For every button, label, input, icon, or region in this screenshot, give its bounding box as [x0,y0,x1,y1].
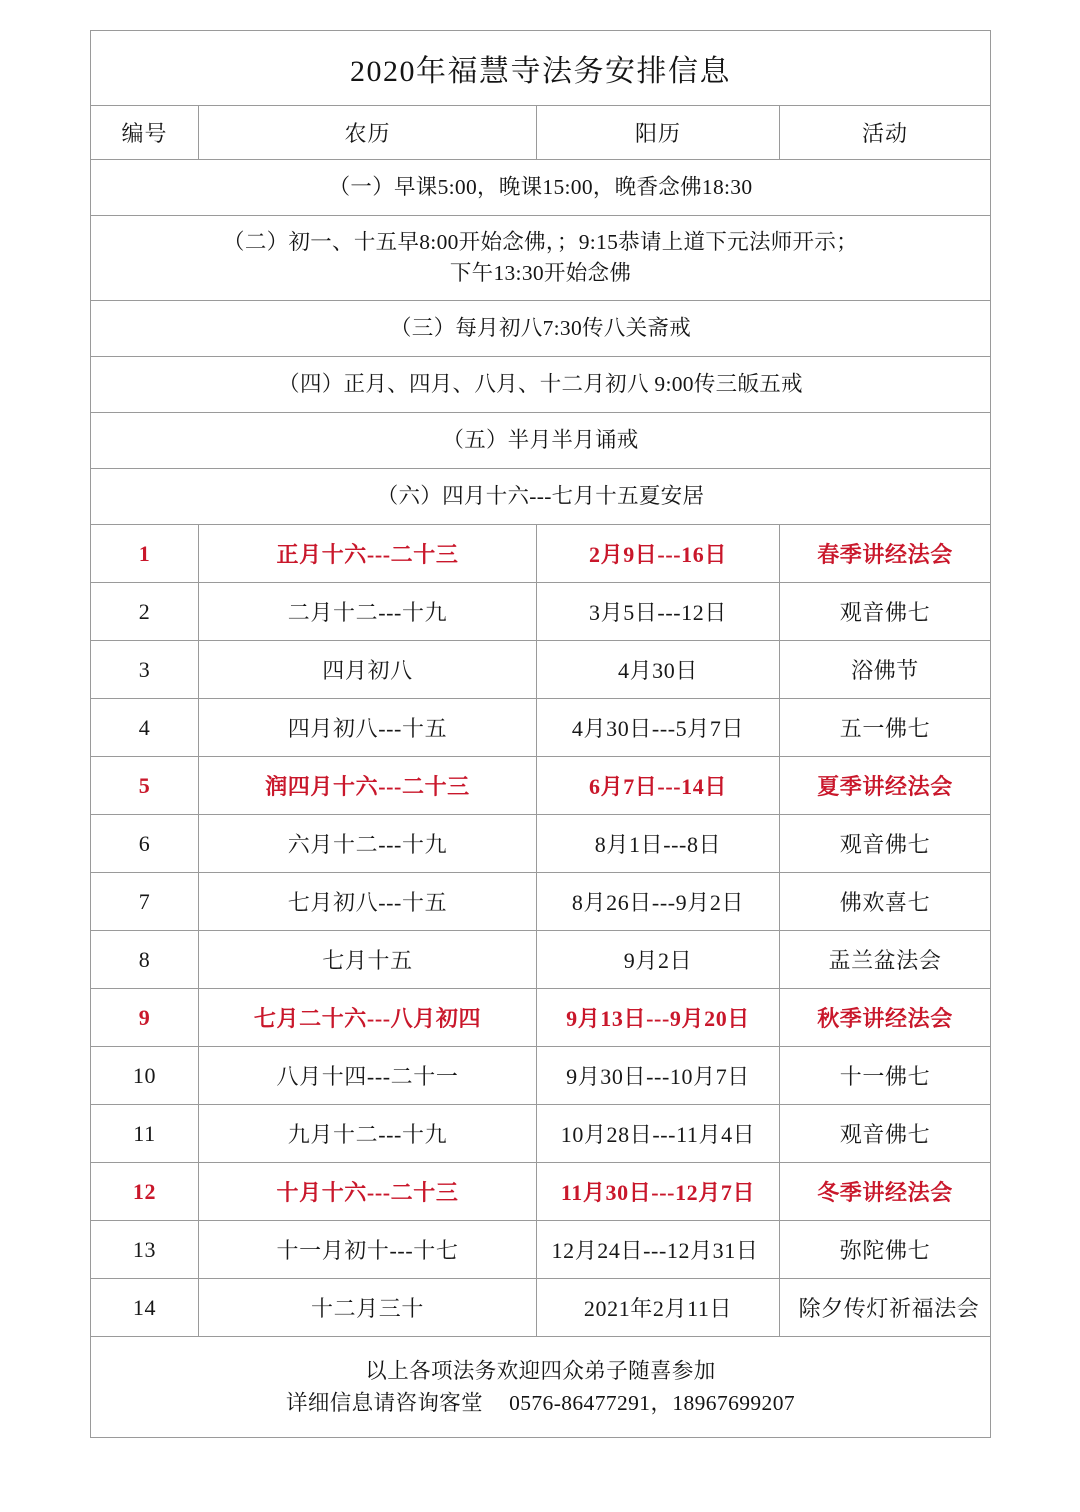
cell-no-text: 9 [138,1004,151,1030]
cell-no [91,1047,199,1105]
footer-row [91,1337,991,1438]
cell-no [91,757,199,815]
cell-solar [537,583,780,641]
cell-event [780,815,991,873]
cell-no [91,1163,199,1221]
column-header-no [91,106,199,160]
notice-text-5 [95,425,986,456]
cell-lunar [199,1163,537,1221]
cell-no-text: 5 [138,772,151,798]
cell-solar-text: 2月9日---16日 [589,542,727,567]
notice-line-1-1: （一）早课5:00，晚课15:00，晚香念佛18:30 [328,175,753,200]
cell-solar-text: 6月7日---14日 [589,774,727,799]
cell-lunar-text: 润四月十六---二十三 [265,774,470,799]
cell-event [780,583,991,641]
cell-solar [537,1105,780,1163]
cell-solar [537,1221,780,1279]
cell-lunar-text: 十月十六---二十三 [276,1180,459,1205]
column-header-solar-label: 阳历 [634,121,681,146]
cell-no [91,525,199,583]
notice-line-3-1: （三）每月初八7:30传八关斋戒 [389,316,692,341]
cell-event-text: 除夕传灯祈福法会 [798,1296,980,1321]
table-row [91,641,991,699]
cell-event-text: 浴佛节 [851,658,919,683]
cell-no-text: 8 [138,946,151,972]
cell-event [780,1047,991,1105]
cell-lunar [199,1105,537,1163]
cell-event [780,757,991,815]
notice-text-6 [95,481,986,512]
column-header-lunar [199,106,537,160]
table-row [91,757,991,815]
cell-event-text: 观音佛七 [839,832,931,857]
cell-solar-text: 12月24日---12月31日 [551,1238,759,1263]
cell-no-text: 4 [138,714,151,740]
notice-cell-6 [91,469,991,525]
cell-event [780,641,991,699]
page-title: 2020年福慧寺法务安排信息 [350,55,731,88]
notice-text-1 [95,172,986,203]
cell-lunar [199,815,537,873]
schedule-table-body [91,31,991,1438]
cell-event-text: 秋季讲经法会 [817,1006,953,1031]
schedule-table [90,30,991,1438]
cell-no-text: 11 [133,1120,156,1146]
cell-lunar [199,1279,537,1337]
cell-no-text: 14 [132,1294,157,1320]
cell-no-text: 3 [138,656,151,682]
table-row [91,583,991,641]
cell-no [91,583,199,641]
footer-line-2 [95,1387,986,1419]
cell-no [91,873,199,931]
footer-phone-landline[interactable]: 0576-86477291， [509,1391,673,1415]
cell-event-text: 冬季讲经法会 [817,1180,953,1205]
cell-lunar-text: 四月初八---十五 [287,716,448,741]
table-row [91,1163,991,1221]
cell-solar [537,1047,780,1105]
cell-event-text: 春季讲经法会 [817,542,953,567]
page-title-cell [91,31,991,106]
table-row [91,989,991,1047]
cell-event [780,1279,991,1337]
cell-solar-text: 9月30日---10月7日 [566,1064,750,1089]
cell-event [780,1221,991,1279]
notice-text-3 [95,313,986,344]
cell-event-text: 观音佛七 [839,600,931,625]
table-row [91,1047,991,1105]
column-header-row [91,106,991,160]
notice-row [91,216,991,301]
cell-solar [537,815,780,873]
cell-lunar [199,757,537,815]
cell-lunar-text: 二月十二---十九 [287,600,448,625]
cell-event [780,989,991,1047]
cell-solar-text: 9月13日---9月20日 [566,1006,750,1031]
cell-event [780,525,991,583]
cell-no [91,1279,199,1337]
cell-lunar-text: 十一月初十---十七 [276,1238,459,1263]
cell-solar-text: 2021年2月11日 [583,1296,733,1321]
cell-event-text: 盂兰盆法会 [828,948,942,973]
notice-cell-3 [91,301,991,357]
cell-no-text: 1 [138,540,151,566]
cell-lunar [199,873,537,931]
cell-lunar-text: 七月初八---十五 [287,890,448,915]
cell-lunar [199,1047,537,1105]
footer-phone-mobile[interactable]: 18967699207 [672,1391,796,1415]
cell-lunar-text: 四月初八 [322,658,413,683]
table-row [91,525,991,583]
cell-no [91,931,199,989]
notice-row [91,301,991,357]
cell-lunar [199,931,537,989]
cell-event-text: 五一佛七 [839,716,931,741]
footer-line-1: 以上各项法务欢迎四众弟子随喜参加 [365,1358,716,1383]
cell-solar-text: 4月30日---5月7日 [571,716,745,741]
cell-solar-text: 9月2日 [623,948,693,973]
cell-solar [537,873,780,931]
footer-contact-label: 详细信息请咨询客堂 [285,1391,484,1415]
table-row [91,1105,991,1163]
cell-solar-text: 3月5日---12日 [589,600,727,625]
cell-solar [537,989,780,1047]
notice-line-4-1: （四）正月、四月、八月、十二月初八 9:00传三皈五戒 [278,372,803,397]
cell-no-text: 6 [138,830,151,856]
notice-cell-4 [91,357,991,413]
notice-line-2-1: （二）初一、十五早8:00开始念佛，；9:15恭请上道下元法师开示； [223,230,858,255]
column-header-solar [537,106,780,160]
cell-no [91,815,199,873]
cell-event [780,1163,991,1221]
cell-solar [537,641,780,699]
notice-row [91,413,991,469]
footer-cell [91,1337,991,1438]
cell-solar-text: 8月1日---8日 [594,832,722,857]
cell-lunar [199,989,537,1047]
cell-no [91,699,199,757]
notice-row [91,160,991,216]
cell-event-text: 佛欢喜七 [839,890,931,915]
cell-lunar-text: 十二月三十 [310,1296,424,1321]
table-row [91,1279,991,1337]
notice-cell-5 [91,413,991,469]
column-header-no-label: 编号 [121,121,168,146]
cell-event-text: 弥陀佛七 [839,1238,931,1263]
cell-event-text: 观音佛七 [839,1122,931,1147]
cell-no [91,641,199,699]
cell-no-text: 12 [132,1178,157,1204]
cell-lunar-text: 六月十二---十九 [287,832,448,857]
cell-event-text: 十一佛七 [839,1064,931,1089]
table-row [91,815,991,873]
notice-line-5-1: （五）半月半月诵戒 [442,428,639,453]
cell-no-text: 10 [132,1062,157,1088]
column-header-event-label: 活动 [861,121,908,146]
cell-solar-text: 4月30日 [617,658,698,683]
title-row [91,31,991,106]
cell-solar [537,1279,780,1337]
cell-event [780,699,991,757]
notice-text-4 [95,369,986,400]
table-row [91,873,991,931]
cell-solar [537,699,780,757]
cell-no [91,989,199,1047]
table-row [91,1221,991,1279]
cell-lunar [199,699,537,757]
cell-solar [537,525,780,583]
notice-line-6-1: （六）四月十六---七月十五夏安居 [376,484,705,509]
cell-no-text: 7 [138,888,151,914]
cell-event [780,873,991,931]
cell-no [91,1105,199,1163]
notice-cell-2 [91,216,991,301]
footer-text [95,1355,986,1420]
cell-event-text: 夏季讲经法会 [817,774,953,799]
cell-no [91,1221,199,1279]
cell-lunar-text: 七月二十六---八月初四 [253,1006,482,1031]
cell-solar-text: 10月28日---11月4日 [560,1122,756,1147]
notice-text-2 [95,227,986,288]
notice-row [91,357,991,413]
cell-lunar-text: 七月十五 [322,948,413,973]
cell-solar [537,931,780,989]
notice-cell-1 [91,160,991,216]
column-header-lunar-label: 农历 [344,121,391,146]
cell-lunar-text: 八月十四---二十一 [276,1064,459,1089]
cell-solar [537,1163,780,1221]
cell-no-text: 2 [138,598,151,624]
cell-no-text: 13 [132,1236,157,1262]
table-row [91,931,991,989]
cell-solar [537,757,780,815]
cell-event [780,931,991,989]
cell-lunar [199,525,537,583]
notice-row [91,469,991,525]
cell-lunar-text: 九月十二---十九 [287,1122,448,1147]
cell-lunar-text: 正月十六---二十三 [276,542,459,567]
cell-event [780,1105,991,1163]
cell-solar-text: 8月26日---9月2日 [571,890,745,915]
notice-line-2-2: 下午13:30开始念佛 [449,261,632,285]
cell-lunar [199,1221,537,1279]
cell-solar-text: 11月30日---12月7日 [560,1180,756,1205]
cell-lunar [199,583,537,641]
table-row [91,699,991,757]
column-header-event [780,106,991,160]
cell-lunar [199,641,537,699]
